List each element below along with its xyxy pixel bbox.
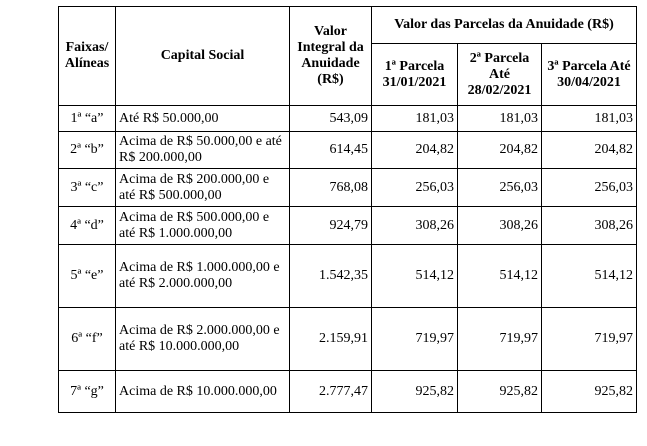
table-row	[59, 207, 637, 245]
header-parcela-2: 2ª Parcela Até 28/02/2021	[458, 44, 542, 106]
faixa-cell: 3ª “c”	[59, 169, 116, 207]
parcela-2-cell: 181,03	[458, 106, 542, 132]
parcela-2-cell: 308,26	[458, 207, 542, 245]
capital-cell: Acima de R$ 10.000.000,00	[116, 371, 290, 413]
parcela-2-cell: 719,97	[458, 308, 542, 371]
faixa-cell: 6ª “f”	[59, 308, 116, 371]
parcela-1-cell: 308,26	[372, 207, 458, 245]
parcela-1-cell: 514,12	[372, 245, 458, 308]
faixa-cell: 2ª “b”	[59, 132, 116, 169]
table-row	[59, 308, 637, 371]
capital-cell: Acima de R$ 2.000.000,00 e até R$ 10.000.000,00	[116, 308, 290, 371]
parcela-1-cell: 925,82	[372, 371, 458, 413]
cut-off-heading-line	[58, 0, 638, 4]
table-row	[59, 132, 637, 169]
parcela-1-cell: 181,03	[372, 106, 458, 132]
header-valor-integral: Valor Integral da Anuidade (R$)	[290, 7, 372, 106]
parcela-3-cell: 719,97	[542, 308, 637, 371]
header-valor-parcelas: Valor das Parcelas da Anuidade (R$)	[372, 7, 637, 44]
capital-cell: Acima de R$ 200.000,00 e até R$ 500.000,00	[116, 169, 290, 207]
parcela-3-cell: 256,03	[542, 169, 637, 207]
header-row	[59, 7, 637, 44]
parcela-2-cell: 925,82	[458, 371, 542, 413]
capital-cell: Acima de R$ 50.000,00 e até R$ 200.000,00	[116, 132, 290, 169]
faixa-cell: 1ª “a”	[59, 106, 116, 132]
capital-cell: Acima de R$ 1.000.000,00 e até R$ 2.000.000,00	[116, 245, 290, 308]
faixa-cell: 5ª “e”	[59, 245, 116, 308]
header-parcela-3: 3ª Parcela Até 30/04/2021	[542, 44, 637, 106]
table-row	[59, 245, 637, 308]
parcela-1-cell: 719,97	[372, 308, 458, 371]
parcela-3-cell: 204,82	[542, 132, 637, 169]
integral-cell: 543,09	[290, 106, 372, 132]
parcela-3-cell: 308,26	[542, 207, 637, 245]
integral-cell: 924,79	[290, 207, 372, 245]
faixa-cell: 7ª “g”	[59, 371, 116, 413]
parcela-2-cell: 256,03	[458, 169, 542, 207]
parcela-1-cell: 256,03	[372, 169, 458, 207]
capital-cell: Acima de R$ 500.000,00 e até R$ 1.000.000,00	[116, 207, 290, 245]
capital-cell: Até R$ 50.000,00	[116, 106, 290, 132]
table-row	[59, 371, 637, 413]
header-faixas: Faixas/ Alíneas	[59, 7, 116, 106]
integral-cell: 1.542,35	[290, 245, 372, 308]
anuidade-table	[58, 6, 637, 413]
integral-cell: 768,08	[290, 169, 372, 207]
parcela-2-cell: 514,12	[458, 245, 542, 308]
parcela-2-cell: 204,82	[458, 132, 542, 169]
parcela-3-cell: 925,82	[542, 371, 637, 413]
header-parcela-1: 1ª Parcela 31/01/2021	[372, 44, 458, 106]
table-row	[59, 169, 637, 207]
header-capital-social: Capital Social	[116, 7, 290, 106]
parcela-3-cell: 514,12	[542, 245, 637, 308]
parcela-3-cell: 181,03	[542, 106, 637, 132]
faixa-cell: 4ª “d”	[59, 207, 116, 245]
table-row	[59, 106, 637, 132]
integral-cell: 2.777,47	[290, 371, 372, 413]
parcela-1-cell: 204,82	[372, 132, 458, 169]
integral-cell: 614,45	[290, 132, 372, 169]
integral-cell: 2.159,91	[290, 308, 372, 371]
